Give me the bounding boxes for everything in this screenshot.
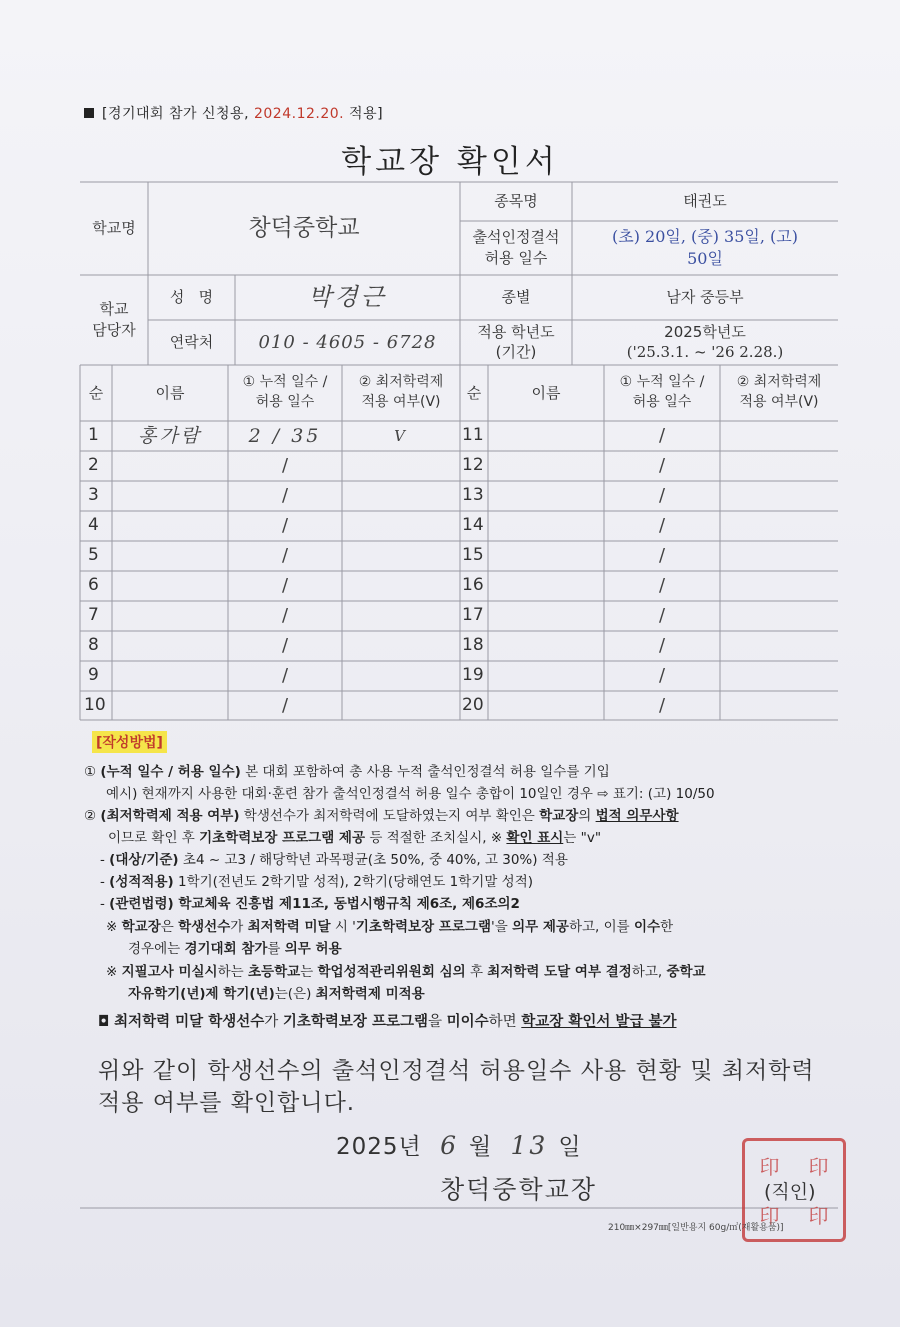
seal-label: (직인): [764, 1181, 816, 1203]
guide-line-1: ① (누적 일수 / 허용 일수) 본 대회 포함하여 총 사용 누적 출석인정결석 허용 일수를 기입: [84, 764, 610, 780]
row-no: 1: [88, 425, 99, 446]
row-no: 3: [88, 485, 99, 506]
year-label-line2: (기간): [495, 342, 537, 361]
category-label: 종별: [501, 288, 531, 306]
date-day: 13: [510, 1131, 549, 1160]
allow-days-label: [460, 221, 572, 275]
row-no: 18: [462, 635, 484, 656]
row-no: 5: [88, 545, 99, 566]
manager-name-value: 박경근: [308, 282, 387, 311]
row-no: 7: [88, 605, 99, 626]
guide-title: [작성방법]: [92, 731, 167, 753]
year-value-line2: ('25.3.1. ~ '26 2.28.): [626, 342, 784, 361]
row-days: /: [658, 515, 666, 537]
confirmation-statement: 위와 같이 학생선수의 출석인정결석 허용일수 사용 현황 및 최저학력 적용 여부를 확인합니다.: [98, 1058, 815, 1116]
date-day-unit: 일: [558, 1134, 582, 1160]
row-days: /: [658, 694, 666, 716]
date-year: 2025년: [336, 1134, 422, 1160]
row-days: /: [281, 665, 289, 687]
header-min-right: [720, 365, 838, 421]
row-days: /: [658, 605, 666, 627]
sport-label: 종목명: [494, 192, 538, 210]
row-no: 11: [462, 425, 484, 446]
row-no: 20: [462, 694, 484, 715]
row-days: /: [658, 425, 666, 447]
year-label: [460, 320, 572, 365]
row-days: /: [658, 545, 666, 567]
allow-days-label-line2: 허용 일수: [484, 249, 548, 267]
row-days: /: [281, 575, 289, 597]
notice-suffix: 적용]: [344, 106, 384, 122]
year-value-line1: 2025학년도: [664, 323, 746, 341]
row-days: 2 / 35: [248, 424, 322, 447]
official-seal-icon: 印 印 印 印: [742, 1138, 846, 1242]
header-order-right: 순: [466, 383, 482, 402]
header-name-right: 이름: [531, 383, 561, 402]
row-name: 홍가람: [137, 424, 203, 447]
guide-line-11: 자유학기(년)제 학기(년)는(은) 최저학력제 미적용: [128, 986, 425, 1002]
guide-line-4: 이므로 확인 후 기초학력보장 프로그램 제공 등 적절한 조치실시, ※ 확인 표시는 "v": [108, 830, 602, 846]
date-month-unit: 월: [468, 1134, 493, 1160]
document-title: 학교장 확인서: [341, 144, 559, 180]
row-days: /: [658, 485, 666, 507]
notice-prefix: [경기대회 참가 신청용,: [102, 106, 254, 122]
guide-line-8: ※ 학교장은 학생선수가 최저학력 미달 시 '기초학력보장 프로그램'을 의무 제공하고, 이를 이수한: [106, 919, 674, 935]
manager-label: [80, 275, 148, 365]
row-no: 14: [462, 515, 484, 536]
guide-line-5: - (대상/기준) 초4 ~ 고3 / 해당학년 과목평균(초 50%, 중 40%, 고 30%) 적용: [100, 852, 568, 868]
row-days: /: [281, 515, 289, 537]
school-name-value: 창덕중학교: [248, 215, 360, 242]
row-days: /: [281, 485, 289, 507]
guide-line-12: ◘ 최저학력 미달 학생선수가 기초학력보장 프로그램을 미이수하면 학교장 확인서 발급 불가: [98, 1014, 677, 1030]
paper-spec: 210㎜×297㎜[일반용지 60g/㎡(재활용품)]: [608, 1223, 784, 1233]
allow-days-value-line1: (초) 20일, (중) 35일, (고): [612, 226, 798, 246]
year-value: [572, 320, 838, 365]
guide-line-9: 경우에는 경기대회 참가를 의무 허용: [128, 941, 342, 957]
year-label-line1: 적용 학년도: [477, 323, 555, 341]
guide-line-3: ② (최저학력제 적용 여부) 학생선수가 최저학력에 도달하였는지 여부 확인은 학교장의 법적 의무사항: [84, 808, 679, 824]
row-days: /: [281, 694, 289, 716]
black-square-icon: [84, 108, 94, 118]
row-no: 17: [462, 605, 484, 626]
row-check: V: [394, 426, 408, 445]
row-no: 15: [462, 545, 484, 566]
row-no: 13: [462, 485, 484, 506]
row-days: /: [281, 635, 289, 657]
date-month: 6: [440, 1131, 459, 1160]
row-days: /: [658, 575, 666, 597]
contact-label: 연락처: [169, 333, 214, 351]
header-days-right: [604, 365, 720, 421]
header-min-left-line2: 적용 여부(V): [361, 394, 441, 410]
manager-name-label: 성 명: [169, 288, 214, 306]
row-days: /: [281, 455, 289, 477]
row-no: 16: [462, 575, 484, 596]
manager-label-line2: 담당자: [92, 321, 136, 339]
header-min-right-line1: ② 최저학력제: [736, 374, 822, 391]
row-days: /: [658, 665, 666, 687]
guide-line-7: - (관련법령) 학교체육 진흥법 제11조, 동법시행규칙 제6조, 제6조의2: [100, 896, 520, 912]
issue-date: [336, 1128, 582, 1161]
row-no: 8: [88, 635, 99, 656]
sport-value: 태권도: [683, 192, 727, 210]
row-no: 4: [88, 515, 99, 536]
row-no: 19: [462, 665, 484, 686]
header-days-left-line1: ① 누적 일수 /: [242, 374, 328, 391]
header-days-right-line2: 허용 일수: [632, 394, 692, 410]
guide-line-2: 예시) 현재까지 사용한 대회·훈련 참가 출석인정결석 허용 일수 총합이 10일인 경우 ⇨ 표기: (고) 10/50: [106, 786, 715, 802]
school-name-label: 학교명: [92, 219, 136, 237]
row-days: /: [658, 635, 666, 657]
row-no: 12: [462, 455, 484, 476]
contact-value: 010 - 4605 - 6728: [258, 331, 437, 353]
row-days: /: [281, 605, 289, 627]
header-min-right-line2: 적용 여부(V): [739, 394, 819, 410]
school-head-signature: 창덕중학교장: [440, 1175, 597, 1204]
row-no: 9: [88, 665, 99, 686]
notice-line: [84, 103, 383, 123]
guide-line-10: ※ 지필고사 미실시하는 초등학교는 학업성적관리위원회 심의 후 최저학력 도달 여부 결정하고, 중학교: [106, 964, 706, 980]
category-value: 남자 중등부: [666, 288, 744, 306]
header-order-left: 순: [88, 383, 104, 402]
row-days: /: [281, 545, 289, 567]
header-min-left-line1: ② 최저학력제: [358, 374, 444, 391]
row-no: 6: [88, 575, 99, 596]
allow-days-value-line2: 50일: [687, 249, 723, 268]
row-no: 10: [84, 694, 106, 715]
header-name-left: 이름: [155, 383, 185, 402]
header-days-left: [228, 365, 342, 421]
header-min-left: [342, 365, 460, 421]
allow-days-label-line1: 출석인정결석: [472, 228, 560, 246]
notice-date: 2024.12.20.: [253, 106, 345, 122]
row-no: 2: [88, 455, 99, 476]
guide-line-6: - (성적적용) 1학기(전년도 2학기말 성적), 2학기(당해연도 1학기말 성적): [100, 874, 534, 890]
row-days: /: [658, 455, 666, 477]
manager-label-line1: 학교: [99, 300, 129, 318]
header-days-left-line2: 허용 일수: [255, 394, 315, 410]
header-days-right-line1: ① 누적 일수 /: [619, 374, 705, 391]
allow-days-value: [572, 221, 838, 275]
